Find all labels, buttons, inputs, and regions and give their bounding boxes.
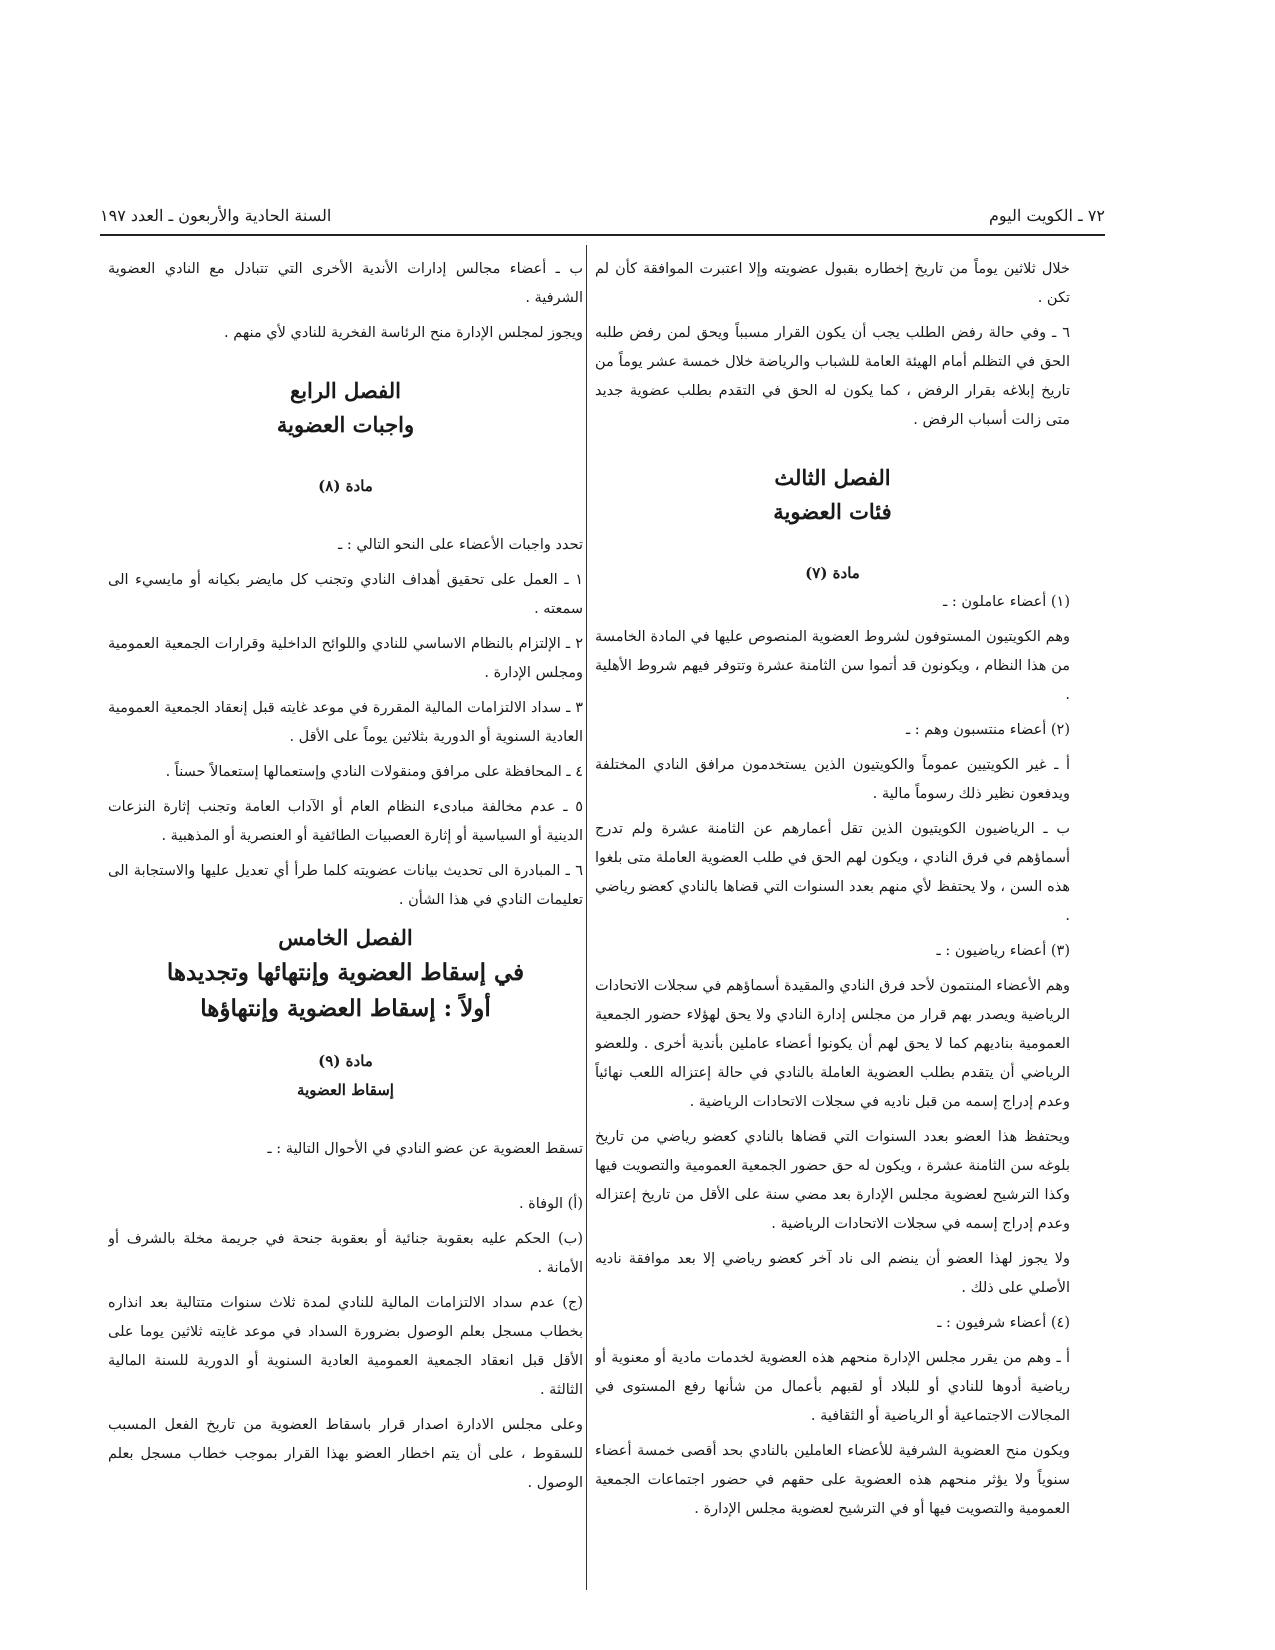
spacer <box>108 1027 583 1047</box>
list-item: ٦ ـ المبادرة الى تحديث بيانات عضويته كلما طرأ أي تعديل عليها والاستجابة الى تعليمات النادي في هذا الشأن . <box>108 863 583 908</box>
chapter-subtitle: فئات العضوية <box>773 499 892 524</box>
chapter-title: الفصل الخامس <box>278 925 413 950</box>
paragraph: ولا يجوز لهذا العضو أن ينضم الى ناد آخر كعضو رياضي إلا بعد موافقة ناديه الأصلي على ذلك . <box>595 1251 1070 1296</box>
paragraph: ب ـ الرياضيون الكويتيون الذين تقل أعمارهم عن الثامنة عشرة ولم تدرج أسماؤهم في فرق النادي ، ويكون لهم الحق في طلب العضوية العاملة متى بلغوا هذه السن ، ولا يحتفظ لأي منهم بعدد السنوات التي قضاها بالنادي كعضو رياضي . <box>595 821 1070 924</box>
paragraph: تحدد واجبات الأعضاء على النحو التالي : ـ <box>337 537 583 553</box>
list-item: ١ ـ العمل على تحقيق أهداف النادي وتجنب كل مايضر بكيانه أو مايسيء الى سمعته . <box>108 572 583 617</box>
paragraph: تسقط العضوية عن عضو النادي في الأحوال التالية : ـ <box>267 1141 583 1157</box>
list-item: (أ) الوفاة . <box>518 1196 583 1212</box>
paragraph: ويكون منح العضوية الشرفية للأعضاء العاملين بالنادي بحد أقصى خمسة أعضاء سنوياً ولا يؤثر منحهم هذه العضوية على حقهم في حضور اجتماعات الجمعية العمومية والتصويت فيها أو في الترشيح لعضوية مجلس الإدارة . <box>595 1443 1070 1517</box>
spacer <box>108 1105 583 1135</box>
paragraph: ٦ ـ وفي حالة رفض الطلب يجب أن يكون القرار مسبباً ويحق لمن رفض طلبه الحق في التظلم أمام الهيئة العامة للشباب والرياضة خلال خمسة عشر يوماً من تاريخ إبلاغه بقرار الرفض ، كما يكون له الحق في التقدم بطلب عضوية جديد متى زالت أسباب الرفض . <box>595 325 1070 428</box>
spacer <box>108 1170 583 1190</box>
paragraph: وهم الأعضاء المنتمون لأحد فرق النادي والمقيدة أسماؤهم في سجلات الاتحادات الرياضية ويصدر بهم قرار من مجلس إدارة النادي ولا يحق لهؤلاء حضور الجمعية العمومية بناديهم كما لا يحق لهم أن يكونوا أعضاء عاملين بأندية أخرى . وللعضو الرياضي أن يتقدم بطلب العضوية العاملة بالنادي في حالة إعتزاله اللعب نهائياً وعدم إدراج إسمه من قبل ناديه في سجلات الاتحادات الرياضية . <box>595 978 1070 1110</box>
list-item: ٤ ـ المحافظة على مرافق ومنقولات النادي وإستعمالها إستعمالاً حسناً . <box>165 764 583 780</box>
list-item: (ب) الحكم عليه بعقوبة جنائية أو بعقوبة جنحة في جريمة مخلة بالشرف أو الأمانة . <box>108 1231 583 1276</box>
chapter-subtitle: في إسقاط العضوية وإنتهائها وتجديدها <box>166 959 525 986</box>
section-heading: (٤) أعضاء شرفيون : ـ <box>937 1315 1070 1331</box>
section-heading: (٣) أعضاء رياضيون : ـ <box>936 943 1070 959</box>
left-column <box>108 255 583 1605</box>
article-heading: مادة (٧) <box>805 564 860 582</box>
chapter-part-title: أولاً : إسقاط العضوية وإنتهاؤها <box>200 995 491 1022</box>
right-column <box>595 255 1070 1605</box>
chapter-subtitle: واجبات العضوية <box>276 412 415 437</box>
paragraph: وعلى مجلس الادارة اصدار قرار باسقاط العضوية من تاريخ الفعل المسبب للسقوط ، على أن يتم اخطار العضو بهذا القرار بموجب خطاب مسجل بعلم الوصول . <box>108 1417 583 1491</box>
paragraph: أ ـ وهم من يقرر مجلس الإدارة منحهم هذه العضوية لخدمات مادية أو معنوية أو رياضية أدوها للنادي أو للبلاد أو لقبهم بأعمال من شأنها رفع المستوى في المجالات الاجتماعية أو الرياضية أو الثقافية . <box>595 1350 1070 1424</box>
column-divider <box>586 245 587 1590</box>
list-item: ٥ ـ عدم مخالفة مبادىء النظام العام أو الآداب العامة وتجنب إثارة النزعات الدينية أو السياسية أو إثارة العصبيات الطائفية أو العنصرية أو المذهبية . <box>108 799 583 844</box>
section-heading: (٢) أعضاء منتسبون وهم : ـ <box>905 722 1070 738</box>
spacer <box>595 441 1070 461</box>
page-number-label: ٧٢ ـ الكويت اليوم <box>988 206 1105 225</box>
page-header <box>100 204 1105 236</box>
paragraph: ب ـ أعضاء مجالس إدارات الأندية الأخرى التي تتبادل مع النادي العضوية الشرفية . <box>108 261 583 306</box>
spacer <box>108 501 583 531</box>
spacer <box>108 442 583 472</box>
list-item: ٣ ـ سداد الالتزامات المالية المقررة في موعد غايته قبل إنعقاد الجمعية العمومية العادية السنوية أو الدورية بثلاثين يوماً على الأقل . <box>108 700 583 745</box>
article-subtitle: إسقاط العضوية <box>297 1081 394 1099</box>
spacer <box>108 354 583 374</box>
chapter-title: الفصل الرابع <box>290 378 401 403</box>
section-heading: (١) أعضاء عاملون : ـ <box>943 594 1070 610</box>
paragraph: أ ـ غير الكويتيين عموماً والكويتيون الذين يستخدمون مرافق النادي المختلفة ويدفعون نظير ذلك رسوماً مالية . <box>595 757 1070 802</box>
article-heading: مادة (٩) <box>318 1052 373 1070</box>
paragraph: خلال ثلاثين يوماً من تاريخ إخطاره بقبول عضويته وإلا اعتبرت الموافقة كأن لم تكن . <box>595 261 1070 306</box>
paragraph: ويحتفظ هذا العضو بعدد السنوات التي قضاها بالنادي كعضو رياضي من تاريخ بلوغه سن الثامنة عشرة ، ويكون له حق حضور الجمعية العمومية والتصويت فيها وكذا الترشيح لعضوية مجلس الإدارة بعد مضي سنة على الأقل من تاريخ إعتزاله وعدم إدراج إسمه في سجلات الاتحادات الرياضية . <box>595 1129 1070 1232</box>
issue-label: السنة الحادية والأربعون ـ العدد ١٩٧ <box>100 206 332 225</box>
list-item: ٢ ـ الإلتزام بالنظام الاساسي للنادي واللوائح الداخلية وقرارات الجمعية العمومية ومجلس الإدارة . <box>108 636 583 681</box>
chapter-title: الفصل الثالث <box>774 465 891 490</box>
spacer <box>595 529 1070 559</box>
paragraph: وهم الكويتيون المستوفون لشروط العضوية المنصوص عليها في المادة الخامسة من هذا النظام ، ويكونون قد أتموا سن الثامنة عشرة وتتوفر فيهم شروط الأهلية . <box>595 629 1070 703</box>
article-heading: مادة (٨) <box>318 477 373 495</box>
paragraph: ويجوز لمجلس الإدارة منح الرئاسة الفخرية للنادي لأي منهم . <box>223 325 583 341</box>
list-item: (ج) عدم سداد الالتزامات المالية للنادي لمدة ثلاث سنوات متتالية بعد انذاره بخطاب مسجل بعلم الوصول بضرورة السداد في موعد غايته ثلاثين يوما على الأقل قبل انعقاد الجمعية العمومية العادية السنوية أو الدورية للسنة المالية الثالثة . <box>108 1295 583 1398</box>
